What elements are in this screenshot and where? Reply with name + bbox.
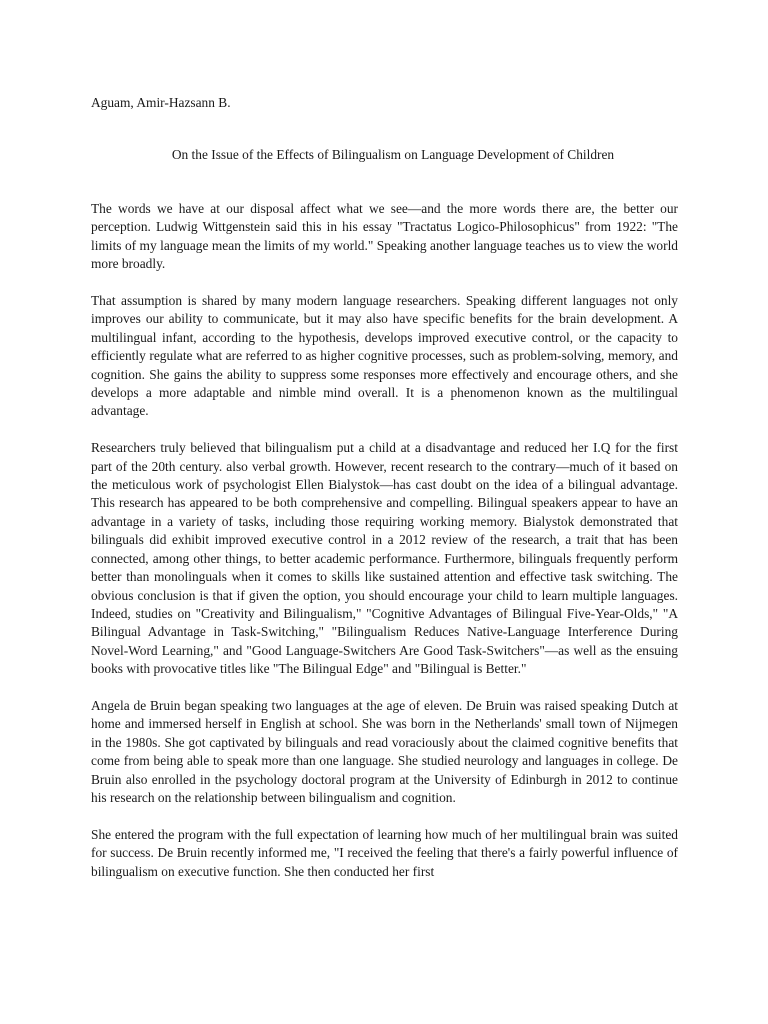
author-name: Aguam, Amir-Hazsann B. (91, 95, 231, 110)
paragraph: Researchers truly believed that bilingualism put a child at a disadvantage and reduced her I.Q for the first part of the 20th century. also verbal growth. However, recent research to the contrary—much of it based on the meticulous work of psychologist Ellen Bialystok—has cast doubt on the idea of a bilingual advantage. This research has appeared to be both comprehensive and compelling. Bilingual speakers appear to have an advantage in a variety of tasks, including those requiring working memory. Bialystok demonstrated that bilinguals did exhibit improved executive control in a 2012 review of the research, a trait that has been connected, among other things, to better academic performance. Furthermore, bilinguals frequently perform better than monolinguals when it comes to skills like sustained attention and effective task switching. The obvious conclusion is that if given the option, you should encourage your child to learn multiple languages. Indeed, studies on "Creativity and Bilingualism," "Cognitive Advantages of Bilingual Five-Year-Olds," "A Bilingual Advantage in Task-Switching," "Bilingualism Reduces Native-Language Interference During Novel-Word Learning," and "Good Language-Switchers Are Good Task-Switchers"—as well as the ensuing books with provocative titles like "The Bilingual Edge" and "Bilingual is Better." (91, 440, 678, 677)
document-title: On the Issue of the Effects of Bilingualism on Language Development of Children (171, 147, 615, 162)
paragraph: She entered the program with the full expectation of learning how much of her multilingual brain was suited for success. De Bruin recently informed me, "I received the feeling that there's a fairly powerful influence of bilingualism on executive function. She then conducted her first (91, 826, 678, 879)
paragraph: That assumption is shared by many modern language researchers. Speaking different languages not only improves our ability to communicate, but it may also have specific benefits for the brain development. A multilingual infant, according to the hypothesis, develops improved executive control, or the capacity to efficiently regulate what are referred to as higher cognitive processes, such as problem-solving, memory, and cognition. She gains the ability to suppress some responses more effectively and encourage others, and she develops a more adaptable and nimble mind overall. It is a phenomenon known as the multilingual advantage. (91, 293, 678, 419)
paragraph: The words we have at our disposal affect what we see—and the more words there are, the better our perception. Ludwig Wittgenstein said this in his essay "Tractatus Logico-Philosophicus" from 1922: "The limits of my language mean the limits of my world." Speaking another language teaches us to view the world more broadly. (91, 201, 678, 272)
paragraph: Angela de Bruin began speaking two languages at the age of eleven. De Bruin was raised speaking Dutch at home and immersed herself in English at school. She was born in the Netherlands' small town of Nijmegen in the 1980s. She got captivated by bilinguals and read voraciously about the claimed cognitive benefits that come from being able to speak more than one language. She studied neurology and languages in college. De Bruin also enrolled in the psychology doctoral program at the University of Edinburgh in 2012 to continue his research on the relationship between bilingualism and cognition. (91, 697, 678, 805)
document-body (91, 200, 678, 899)
